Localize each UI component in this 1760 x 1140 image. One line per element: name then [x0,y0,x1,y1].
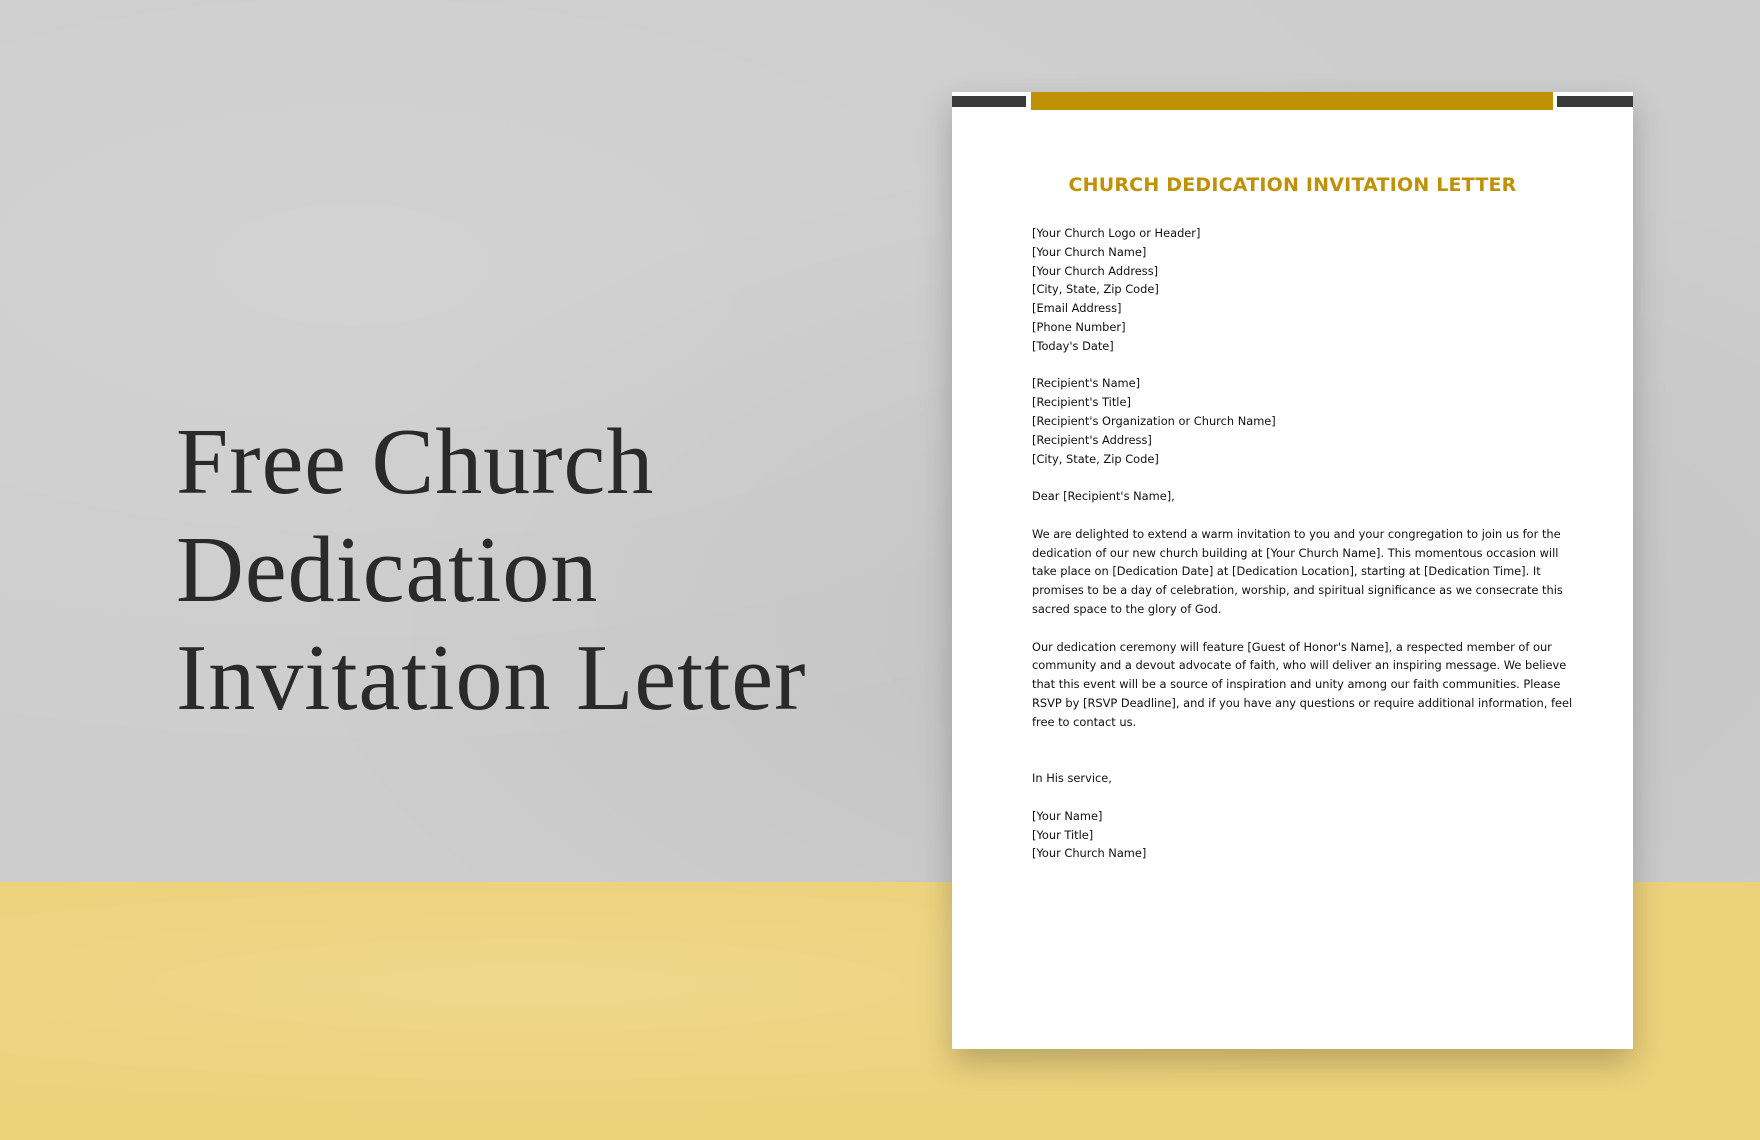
paragraph-line: free to contact us. [1032,714,1137,729]
recipient-line: [City, State, Zip Code] [1032,451,1159,466]
salutation-text: Dear [Recipient's Name], [1032,489,1175,504]
paragraph-line: promises to be a day of celebration, worship, and spiritual significance as we consecrate this [1032,583,1563,598]
signature-line: [Your Church Name] [1032,846,1147,861]
signature-line: [Your Title] [1032,827,1094,842]
sender-line: [City, State, Zip Code] [1032,282,1159,297]
paragraph-line: sacred space to the glory of God. [1032,601,1222,616]
paragraph-line: We are delighted to extend a warm invitation to you and your congregation to join us for the [1032,526,1561,541]
paragraph-2 [1032,638,1573,732]
sender-line: [Your Church Name] [1032,244,1147,259]
document-title: CHURCH DEDICATION INVITATION LETTER [1068,174,1517,196]
sender-line: [Today's Date] [1032,338,1114,353]
paragraph-line: Our dedication ceremony will feature [Guest of Honor's Name], a respected member of our [1032,639,1552,654]
hero-title-line-3: Invitation Letter [176,626,807,730]
header-bar-left [952,96,1026,107]
hero-title-line-2: Dedication [176,518,599,622]
header-bar-accent [1031,92,1553,110]
paragraph-1 [1032,525,1563,619]
letter-document [952,92,1633,1049]
closing [1032,769,1552,788]
recipient-line: [Recipient's Organization or Church Name] [1032,413,1276,428]
signature-block [1032,807,1552,863]
paragraph-line: RSVP by [RSVP Deadline], and if you have any questions or require additional information, feel [1032,695,1573,710]
sender-line: [Your Church Logo or Header] [1032,226,1201,240]
signature-line: [Your Name] [1032,808,1103,823]
recipient-line: [Recipient's Address] [1032,432,1152,447]
paragraph-line: community and a devout advocate of faith, who will deliver an inspiring message. We believe [1032,658,1567,673]
recipient-block [1032,374,1552,468]
paragraph-line: dedication of our new church building at [Your Church Name]. This momentous occasion will [1032,545,1559,560]
paragraph-line: that this event will be a source of inspiration and unity among our faith communities. Please [1032,677,1561,692]
spacer [1032,750,1552,769]
hero-title-line-1: Free Church [176,410,655,514]
sender-line: [Your Church Address] [1032,263,1159,278]
sender-line: [Phone Number] [1032,319,1126,334]
sender-block [1032,224,1552,356]
closing-text: In His service, [1032,771,1112,786]
document-body [1032,224,1573,882]
hero-title [176,408,936,732]
recipient-line: [Recipient's Name] [1032,376,1141,391]
sender-line: [Email Address] [1032,301,1122,316]
salutation [1032,487,1552,506]
recipient-line: [Recipient's Title] [1032,395,1131,410]
header-bar-right [1557,96,1633,107]
paragraph-line: take place on [Dedication Date] at [Dedication Location], starting at [Dedication Time]. It [1032,564,1541,579]
